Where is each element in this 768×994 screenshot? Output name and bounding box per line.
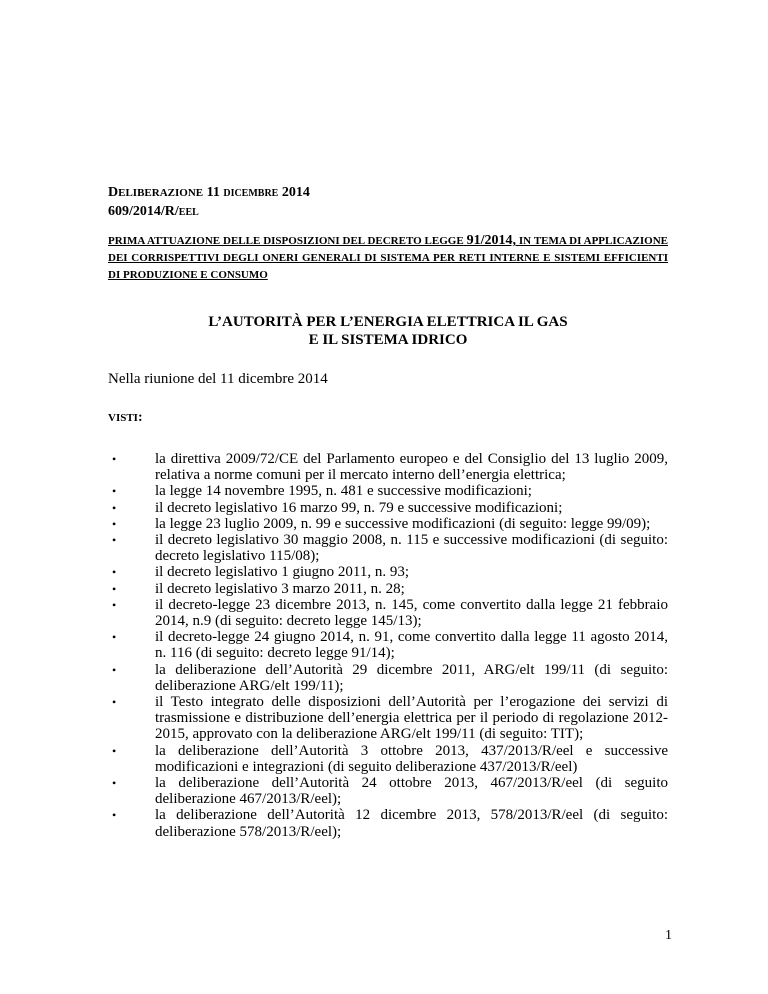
meeting-statement: Nella riunione del 11 dicembre 2014 — [108, 371, 328, 387]
page-number: 1 — [665, 928, 672, 943]
list-item — [108, 743, 668, 775]
list-item-text: la deliberazione dell’Autorità 29 dicembre 2011, ARG/elt 199/11 (di seguito: deliberazione ARG/elt 199/11); — [155, 661, 668, 694]
visti-label: VISTI — [108, 412, 138, 424]
list-item-text: la deliberazione dell’Autorità 3 ottobre 2013, 437/2013/R/eel e successive modificazioni e integrazioni (di seguito deliberazione 437/2013/R/eel) — [155, 742, 668, 775]
authority-line-2: E IL SISTEMA IDRICO — [308, 332, 468, 348]
bullet-icon: • — [112, 500, 117, 515]
list-item-text: il Testo integrato delle disposizioni dell’Autorità per l’erogazione dei servizi di trasmissione e distribuzione dell’energia elettrica per il periodo di regolazione 2012-2015, approvato con la deliberazione ARG/elt 199/11 (di seguito: TIT); — [155, 694, 668, 743]
list-item — [108, 516, 668, 532]
number-main: 609/2014/R/ — [108, 204, 179, 219]
visti-list — [108, 451, 668, 840]
deliberation-header — [108, 184, 668, 222]
number-suffix: EEL — [178, 207, 199, 218]
list-item-text: il decreto legislativo 1 giugno 2011, n. 93; — [155, 564, 409, 581]
subject-part-c: IN TEMA DI APPLICAZIONE DEI CORRISPETTIVI DEGLI ONERI GENERALI DI SISTEMA PER RETI INTERNE E SISTEMI EFFICIENTI DI PRODUZIONE E CONSUMO — [108, 235, 668, 281]
list-item-text: la deliberazione dell’Autorità 24 ottobre 2013, 467/2013/R/eel (di seguito deliberazione 467/2013/R/eel); — [155, 775, 668, 808]
list-item-text: la legge 14 novembre 1995, n. 481 e successive modificazioni; — [155, 483, 532, 500]
list-item-text: la legge 23 luglio 2009, n. 99 e successive modificazioni (di seguito: legge 99/09); — [155, 515, 651, 532]
title-word: ELIBERAZIONE — [118, 187, 204, 199]
visti-colon: : — [137, 410, 143, 425]
bullet-icon: • — [112, 581, 117, 596]
list-item — [108, 564, 668, 580]
authority-heading — [108, 313, 668, 349]
bullet-icon: • — [112, 597, 117, 612]
subject-part-a: PRIMA ATTUAZIONE DELLE DISPOSIZIONI DEL DECRETO LEGGE — [108, 235, 464, 247]
title-day: 11 — [206, 185, 220, 200]
list-item-text: la direttiva 2009/72/CE del Parlamento europeo e del Consiglio del 13 luglio 2009, relativa a norme comuni per il mercato interno dell’energia elettrica; — [155, 451, 668, 484]
title-initial: D — [108, 185, 119, 200]
title-month: DICEMBRE — [223, 188, 279, 199]
list-item — [108, 483, 668, 499]
list-item-text: il decreto-legge 23 dicembre 2013, n. 145, come convertito dalla legge 21 febbraio 2014, n.9 (di seguito: decreto legge 145/13); — [155, 596, 668, 630]
list-item — [108, 775, 668, 807]
list-item — [108, 532, 668, 564]
subject-part-b: 91/2014, — [466, 233, 516, 248]
visti-heading — [108, 410, 143, 426]
bullet-icon: • — [112, 776, 117, 791]
bullet-icon: • — [112, 743, 117, 758]
list-item — [108, 597, 668, 629]
bullet-icon: • — [112, 695, 117, 710]
bullet-icon: • — [112, 662, 117, 677]
authority-line-1: L’AUTORITÀ PER L’ENERGIA ELETTRICA IL GAS — [208, 314, 568, 330]
deliberation-number — [108, 203, 668, 222]
list-item-text: il decreto legislativo 30 maggio 2008, n. 115 e successive modificazioni (di seguito: decreto legislativo 115/08); — [155, 532, 668, 565]
list-item — [108, 662, 668, 694]
list-item — [108, 629, 668, 661]
bullet-icon: • — [112, 516, 117, 531]
bullet-icon: • — [112, 808, 117, 823]
deliberation-subject — [108, 232, 668, 284]
list-item-text: il decreto-legge 24 giugno 2014, n. 91, come convertito dalla legge 11 agosto 2014, n. 116 (di seguito: decreto legge 91/14); — [155, 629, 668, 662]
deliberation-title — [108, 184, 668, 203]
bullet-icon: • — [112, 630, 117, 645]
bullet-icon: • — [112, 565, 117, 580]
bullet-icon: • — [112, 533, 117, 548]
list-item-text: il decreto legislativo 3 marzo 2011, n. 28; — [155, 580, 405, 597]
list-item-text: il decreto legislativo 16 marzo 99, n. 79 e successive modificazioni; — [155, 499, 563, 516]
title-year: 2014 — [281, 185, 310, 200]
bullet-icon: • — [112, 484, 117, 499]
bullet-icon: • — [112, 452, 117, 466]
list-item — [108, 807, 668, 839]
list-item — [108, 451, 668, 483]
list-item — [108, 500, 668, 516]
list-item-text: la deliberazione dell’Autorità 12 dicembre 2013, 578/2013/R/eel (di seguito: deliberazione 578/2013/R/eel); — [155, 807, 668, 840]
list-item — [108, 581, 668, 597]
list-item — [108, 694, 668, 743]
